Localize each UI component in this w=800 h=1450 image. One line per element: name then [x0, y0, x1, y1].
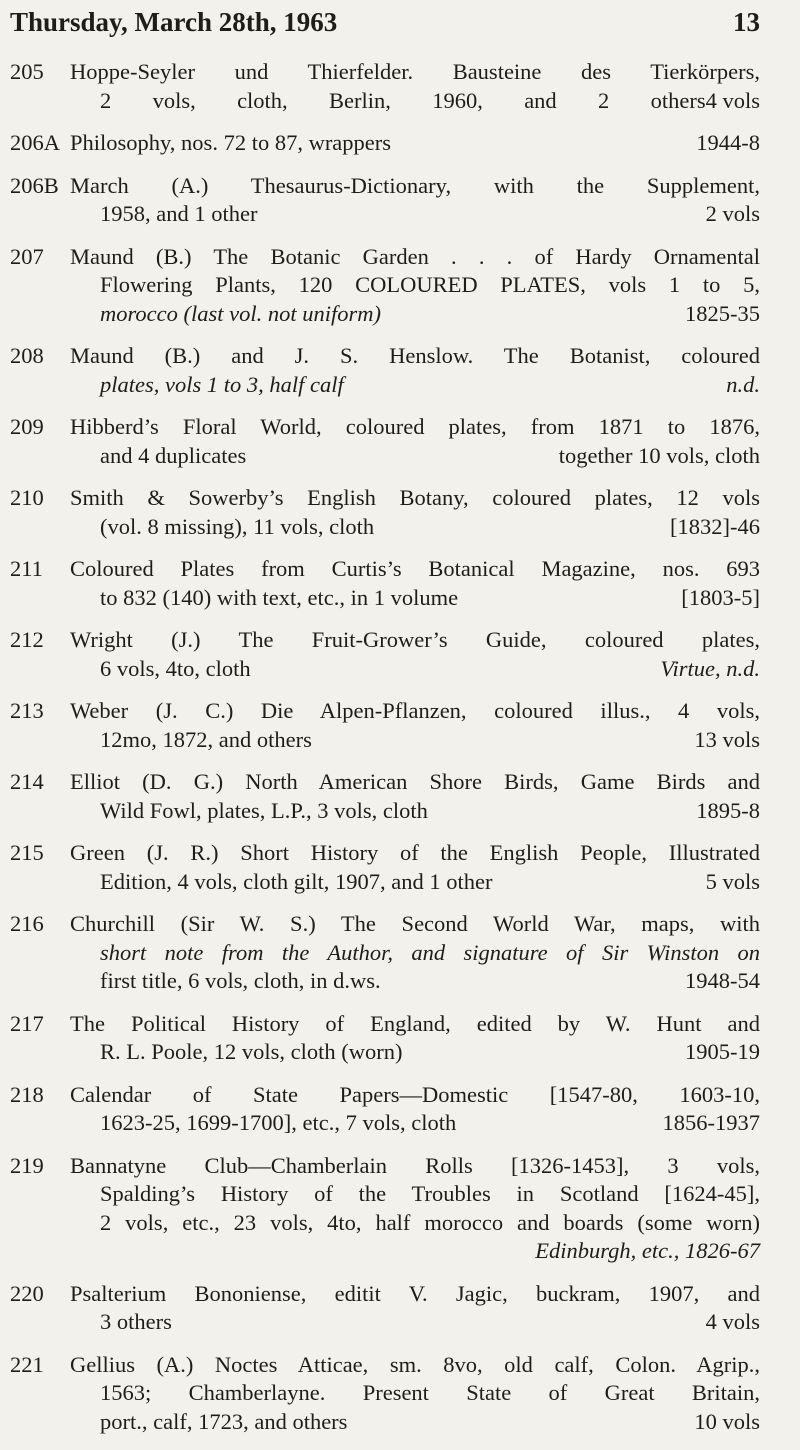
- lot-number: 217: [10, 1010, 44, 1036]
- lot-line-text: first title, 6 vols, cloth, in d.ws.: [100, 968, 381, 993]
- lot-extent: 10 vols: [694, 1408, 760, 1434]
- lot-line: [70, 442, 760, 471]
- lot-extent: [1832]-46: [670, 513, 760, 539]
- lot-entry: [10, 1010, 760, 1067]
- header-date: Thursday, March 28th, 1963: [10, 7, 338, 37]
- lot-entry: [10, 839, 760, 896]
- lot-line: Wright (J.) The Fruit-Grower’s Guide, coloured plates,: [70, 627, 760, 652]
- lot-number: 221: [10, 1351, 44, 1377]
- lot-line: [70, 868, 760, 897]
- lot-entry: [10, 1280, 760, 1337]
- page-header: [10, 2, 760, 42]
- lot-line: short note from the Author, and signature of Sir Winston on: [100, 939, 760, 965]
- lot-line: [70, 1109, 760, 1138]
- lot-line: [70, 797, 760, 826]
- lot-extent: 1944-8: [696, 130, 760, 155]
- lot-line: Bannatyne Club—Chamberlain Rolls [1326-1453], 3 vols,: [70, 1152, 760, 1178]
- lot-line-text: plates, vols 1 to 3, half calf: [100, 371, 344, 397]
- lot-line-text: 1958, and 1 other: [100, 201, 258, 226]
- lot-extent: n.d.: [726, 371, 760, 397]
- lot-extent: 1895-8: [696, 797, 760, 823]
- lot-extent: 1856-1937: [662, 1110, 760, 1135]
- lot-line: Green (J. R.) Short History of the English People, Illustrated: [70, 840, 760, 865]
- lot-line: Psalterium Bononiense, editit V. Jagic, buckram, 1907, and: [70, 1280, 760, 1306]
- lot-entry: [10, 910, 760, 996]
- lot-extent: Virtue, n.d.: [660, 655, 760, 681]
- lot-line: Weber (J. C.) Die Alpen-Pflanzen, coloured illus., 4 vols,: [70, 698, 760, 723]
- lot-number: 210: [10, 485, 44, 510]
- lot-line: [70, 371, 760, 400]
- lot-line: [70, 1308, 760, 1337]
- lot-entry: [10, 697, 760, 754]
- lot-line: Elliot (D. G.) North American Shore Birds, Game Birds and: [70, 769, 760, 794]
- lot-line-text: R. L. Poole, 12 vols, cloth (worn): [100, 1039, 403, 1064]
- lot-extent: 1948-54: [685, 968, 760, 993]
- lot-number: 214: [10, 769, 44, 794]
- lot-extent: 5 vols: [705, 868, 760, 894]
- lot-extent: Edinburgh, etc., 1826-67: [535, 1238, 760, 1263]
- lot-line: [70, 584, 760, 613]
- lot-line: Churchill (Sir W. S.) The Second World War, maps, with: [70, 911, 760, 936]
- lot-line: [70, 87, 760, 116]
- lot-number: 219: [10, 1152, 44, 1178]
- lot-extent: 4 vols: [705, 1309, 760, 1334]
- lot-extent: together 10 vols, cloth: [558, 442, 760, 468]
- lot-line-text: Philosophy, nos. 72 to 87, wrappers: [70, 130, 392, 155]
- lot-entry: [10, 626, 760, 683]
- lot-line: Smith & Sowerby’s English Botany, coloured plates, 12 vols: [70, 485, 760, 510]
- lot-line: [70, 200, 760, 229]
- lot-number: 209: [10, 414, 44, 439]
- lot-line-text: to 832 (140) with text, etc., in 1 volume: [100, 584, 459, 610]
- lot-extent: 13 vols: [694, 726, 760, 752]
- lot-entry: [10, 1152, 760, 1266]
- lot-extent: [1803-5]: [681, 584, 760, 610]
- lot-entry: [10, 1081, 760, 1138]
- lot-line: 1563; Chamberlayne. Present State of Great Britain,: [100, 1380, 760, 1405]
- lot-extent: 1825-35: [685, 300, 760, 326]
- lot-entry: [10, 172, 760, 229]
- page-number: 13: [733, 7, 760, 37]
- lot-line: [70, 513, 760, 542]
- lot-number: 218: [10, 1081, 44, 1107]
- lot-line: [70, 1038, 760, 1067]
- lot-number: 215: [10, 840, 44, 865]
- lot-line-text: 2 vols, cloth, Berlin, 1960, and 2 others: [100, 87, 706, 113]
- lot-line: [70, 655, 760, 684]
- lot-number: 213: [10, 698, 44, 723]
- lot-list: [10, 58, 760, 1450]
- lot-number: 206A: [10, 130, 60, 155]
- lot-line-text: (vol. 8 missing), 11 vols, cloth: [100, 513, 375, 539]
- lot-line: Maund (B.) The Botanic Garden . . . of Hardy Ornamental: [70, 243, 760, 269]
- lot-line: March (A.) Thesaurus-Dictionary, with the Supplement,: [70, 172, 760, 198]
- lot-line-text: 6 vols, 4to, cloth: [100, 655, 251, 681]
- lot-extent: 1905-19: [685, 1039, 760, 1064]
- lot-line: Maund (B.) and J. S. Henslow. The Botanist, coloured: [70, 343, 760, 368]
- lot-line-text: 12mo, 1872, and others: [100, 726, 312, 752]
- lot-line-text: Edition, 4 vols, cloth gilt, 1907, and 1 other: [100, 868, 493, 894]
- lot-entry: [10, 342, 760, 399]
- lot-number: 211: [10, 556, 43, 581]
- lot-line: 2 vols, etc., 23 vols, 4to, half morocco and boards (some worn): [100, 1209, 760, 1235]
- lot-line-text: and 4 duplicates: [100, 442, 247, 468]
- lot-number: 206B: [10, 172, 59, 198]
- lot-extent: 2 vols: [705, 201, 760, 226]
- lot-line: Spalding’s History of the Troubles in Scotland [1624-45],: [100, 1181, 760, 1206]
- lot-line-text: 3 others: [100, 1309, 172, 1334]
- lot-line: Hibberd’s Floral World, coloured plates, from 1871 to 1876,: [70, 414, 760, 439]
- lot-line: [70, 300, 760, 329]
- lot-entry: [10, 58, 760, 115]
- lot-line: [70, 726, 760, 755]
- lot-number: 208: [10, 343, 44, 368]
- lot-number: 216: [10, 911, 44, 936]
- lot-line: The Political History of England, edited by W. Hunt and: [70, 1010, 760, 1036]
- lot-line: Gellius (A.) Noctes Atticae, sm. 8vo, old calf, Colon. Agrip.,: [70, 1351, 760, 1377]
- lot-line-text: 1623-25, 1699-1700], etc., 7 vols, cloth: [100, 1110, 457, 1135]
- lot-entry: [10, 129, 760, 158]
- lot-entry: [10, 768, 760, 825]
- lot-number: 212: [10, 627, 44, 652]
- lot-line: [70, 129, 760, 158]
- lot-entry: [10, 243, 760, 329]
- lot-line: Hoppe-Seyler und Thierfelder. Bausteine des Tierkörpers,: [70, 59, 760, 84]
- lot-entry: [10, 1351, 760, 1437]
- lot-line: Flowering Plants, 120 COLOURED PLATES, vols 1 to 5,: [100, 272, 760, 297]
- lot-line: [70, 967, 760, 996]
- lot-line: Coloured Plates from Curtis’s Botanical Magazine, nos. 693: [70, 556, 760, 581]
- lot-line: Calendar of State Papers—Domestic [1547-80, 1603-10,: [70, 1081, 760, 1107]
- lot-line: [70, 1408, 760, 1437]
- lot-line-text: morocco (last vol. not uniform): [100, 300, 382, 326]
- lot-number: 220: [10, 1280, 44, 1306]
- lot-number: 205: [10, 59, 44, 84]
- lot-line-text: Wild Fowl, plates, L.P., 3 vols, cloth: [100, 797, 428, 823]
- lot-entry: [10, 413, 760, 470]
- lot-number: 207: [10, 243, 44, 269]
- lot-extent: 4 vols: [705, 87, 760, 113]
- lot-entry: [10, 555, 760, 612]
- lot-entry: [10, 484, 760, 541]
- lot-line-text: port., calf, 1723, and others: [100, 1408, 348, 1434]
